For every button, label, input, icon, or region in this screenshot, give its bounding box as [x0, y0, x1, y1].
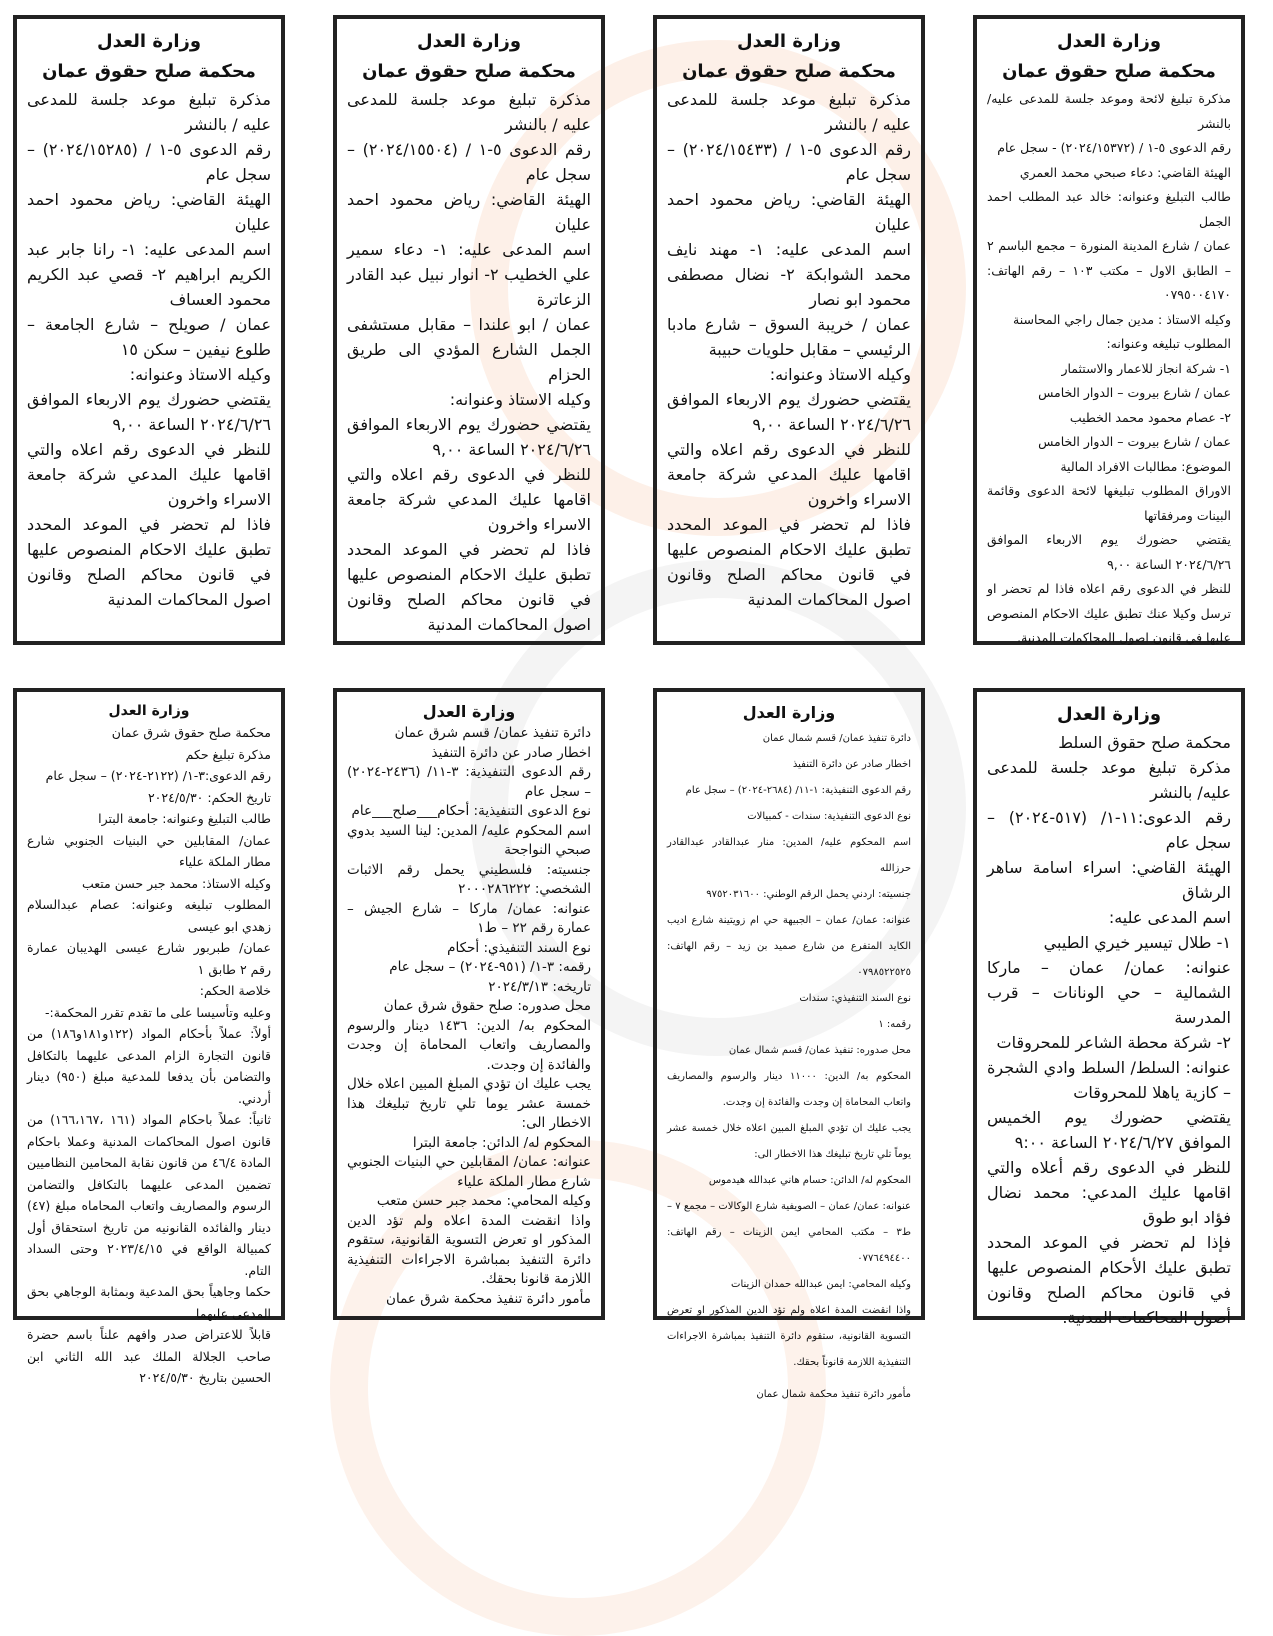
notice-line: يقتضي حضورك يوم الاربعاء الموافق ٢٠٢٤/٦/٢٦ الساعة ٩,٠٠: [27, 390, 271, 434]
notice-line: يقتضي حضورك يوم الاربعاء الموافق ٢٠٢٤/٦/٢٦ الساعة ٩,٠٠: [347, 415, 591, 459]
notice-line: عنوانه: عمان/ المقابلين حي البنيات الجنوبي شارع مطار الملكة علياء: [347, 1154, 591, 1190]
notice-line: مذكرة تبليغ حكم: [185, 746, 271, 762]
legal-notice-box: [973, 15, 1245, 645]
notice-line: محل صدوره: تنفيذ عمان/ قسم شمال عمان: [728, 1045, 911, 1056]
notice-line: طالب التبليغ وعنوانه: جامعة البترا: [98, 811, 271, 826]
notice-line: يقتضي حضورك يوم الاربعاء الموافق ٢٠٢٤/٦/٢٦ الساعة ٩,٠٠: [987, 532, 1231, 572]
legal-notice-box: [13, 15, 285, 645]
notice-line: نوع الدعوى التنفيذية: سندات - كمبيالات: [747, 811, 911, 822]
notice-line: الاوراق المطلوب تبليغها لائحة الدعوى وقائمة البينات ومرفقاتها: [987, 483, 1231, 523]
notice-line: الهيئة القاضي: دعاء صبحي محمد العمري: [1019, 164, 1231, 180]
notice-line: عنوانه: عمان/ عمان – الصويفية شارع الوكالات – مجمع ٧ – ط٣ – مكتب المحامي ايمن الزينات – رقم الهاتف: ٠٧٧٦٤٩٤٤٠٠: [667, 1201, 911, 1264]
notice-line: جنسيته: فلسطيني يحمل رقم الاثبات الشخصي: ٢٠٠٠٢٨٦٢٢٢: [347, 861, 591, 897]
notice-line: ٢- شركة محطة الشاعر للمحروقات: [996, 1033, 1231, 1052]
notice-line: الهيئة القاضي: رياض محمود احمد عليان: [347, 190, 591, 234]
notice-line: عمان / صويلح – شارع الجامعة – طلوع نيفين – سكن ١٥: [27, 315, 271, 359]
notice-line: طالب التبليغ وعنوانه: خالد عبد المطلب احمد الجمل: [987, 189, 1231, 229]
notice-line: دائرة تنفيذ عمان/ قسم شمال عمان: [762, 733, 911, 744]
notice-signature: مأمور دائرة تنفيذ محكمة شمال عمان: [756, 1389, 911, 1400]
notice-line: للنظر في الدعوى رقم أعلاه والتي اقامها عليك المدعي: محمد نضال فؤاد ابو طوق: [987, 1158, 1231, 1227]
court-name: محكمة صلح حقوق عمان: [682, 61, 896, 82]
notice-title: وزارة العدل: [422, 702, 516, 721]
notice-line: رقم الدعوى التنفيذية: ١-١١/ (٢٦٨٤-٢٠٢٤) – سجل عام: [685, 785, 911, 796]
notice-line: المحكوم به/ الدين: ١٤٣٦ دينار والرسوم والمصاريف واتعاب المحاماة إن وجدت والفائدة إن وجدت.: [347, 1017, 591, 1073]
notice-line: فاذا لم تحضر في الموعد المحدد تطبق عليك الاحكام المنصوص عليها في قانون محاكم الصلح وقانون اصول المحاكمات المدنية: [667, 515, 911, 609]
notice-line: رقم الدعوى التنفيذية: ٣-١١/ (٢٤٣٦-٢٠٢٤) – سجل عام: [347, 764, 591, 800]
notice-line: عنوانه: السلط/ السلط وادي الشجرة – كازية ياهلا للمحروقات: [987, 1058, 1231, 1102]
notice-line: للنظر في الدعوى رقم اعلاه والتي اقامها عليك المدعي شركة جامعة الاسراء واخرون: [27, 440, 271, 509]
notice-line: رقم الدعوى ٥-١ / (٢٠٢٤/١٥٥٠٤) – سجل عام: [347, 140, 592, 184]
legal-notice-box: [653, 688, 925, 1400]
notice-line: يقتضي حضورك يوم الاربعاء الموافق ٢٠٢٤/٦/٢٦ الساعة ٩,٠٠: [667, 390, 911, 434]
notice-line: المحكوم له/ الدائن: حسام هاني عبدالله هيدموس: [708, 1175, 911, 1186]
notice-line: رقم الدعوى:١١-١/ (٥١٧-٢٠٢٤) – سجل عام: [987, 808, 1232, 852]
notice-line: أولاً: عملاً بأحكام المواد (١٢٢و١٨١و١٨٦) من قانون التجارة الزام المدعى عليهما بالتكافل والتضامن بأن يدفعا للمدعية مبلغ (٩٥٠) دينار أردني.: [27, 1026, 271, 1106]
notice-line: نوع السند التنفيذي: سندات: [799, 993, 911, 1004]
notice-line: محكمة صلح حقوق السلط: [1058, 733, 1231, 752]
notice-line: ٢- عصام محمود محمد الخطيب: [1069, 409, 1231, 425]
notice-line: الهيئة القاضي: اسراء اسامة ساهر الرشاق: [987, 858, 1231, 902]
notice-line: ثانياً: عملاً باحكام المواد (١٦١ ،١٦٦،١٦٧) من قانون اصول المحاكمات المدنية وعملا باحكام المادة ٤٦/٤ من قانون نقابة المحامين النظاميين تضمين المدعى عليهما بالتكافل والتضامن الرسوم والمصاريف واتعاب المحاماه مبلغ (٤٧) دينار والفائده القانونيه من تاريخ استحقاق أول كمبيالة الواقع في ٢٠٢٣/٤/١٥ وحتى السداد التام.: [27, 1112, 271, 1278]
notice-line: المحكوم به/ الدين: ١١٠٠٠ دينار والرسوم والمصاريف واتعاب المحاماة إن وجدت والفائدة إن وجدت.: [667, 1071, 911, 1108]
notice-line: اسم المدعى عليه: ١- دعاء سمير علي الخطيب ٢- انوار نبيل عبد القادر الزعاترة: [347, 240, 592, 309]
notice-line: مذكرة تبليغ موعد جلسة للمدعى عليه / بالنشر: [27, 90, 271, 134]
notice-line: اسم المدعى عليه: ١- مهند نايف محمد الشوابكة ٢- نضال مصطفى محمود ابو نصار: [667, 240, 912, 309]
notice-line: رقم الدعوى ٥-١ / (٢٠٢٤/١٥٣٧٢) - سجل عام: [997, 140, 1231, 155]
notice-line: عمان / شارع بيروت – الدوار الخامس: [1038, 434, 1231, 449]
notice-line: عنوانه: عمان/ عمان – الجبيهة حي ام زويتينة شارع اديب الكايد المتفرع من شارع صميد بن زيد – رقم الهاتف: ٠٧٩٨٥٢٢٥٢٥: [667, 915, 911, 978]
notice-line: وكيله الاستاذ : مدين جمال راجي المحاسنة: [1013, 311, 1231, 327]
notice-line: عمان / خريبة السوق – شارع مادبا الرئيسي – مقابل حلويات حبيبة: [667, 315, 911, 359]
notice-line: اسم المدعى عليه:: [1108, 908, 1231, 927]
notice-line: فاذا لم تحضر في الموعد المحدد تطبق عليك الاحكام المنصوص عليها في قانون محاكم الصلح وقانون اصول المحاكمات المدنية: [347, 540, 591, 634]
notice-line: وكيله المحامي: ايمن عبدالله حمدان الزينات: [731, 1279, 911, 1290]
notice-line: مذكرة تبليغ موعد جلسة للمدعى عليه / بالنشر: [667, 90, 911, 134]
court-name: محكمة صلح حقوق عمان: [1002, 61, 1216, 82]
notice-line: المحكوم له/ الدائن: جامعة البترا: [412, 1134, 591, 1151]
notice-line: مذكرة تبليغ لائحة وموعد جلسة للمدعى عليه/ بالنشر: [987, 91, 1231, 131]
notice-line: واذا انقضت المدة اعلاه ولم تؤد الدين المذكور او تعرض التسوية القانونية، ستقوم دائرة التنفيذ بمباشرة الاجراءات التنفيذية اللازمة قانوناً بحقك.: [667, 1305, 911, 1368]
notice-line: حكما وجاهياً بحق المدعية وبمثابة الوجاهي بحق المدعى عليهما: [27, 1284, 271, 1321]
notice-line: فاذا لم تحضر في الموعد المحدد تطبق عليك الاحكام المنصوص عليها في قانون محاكم الصلح وقانون اصول المحاكمات المدنية: [27, 515, 271, 609]
notice-line: ١- طلال تيسير خيري الطيبي: [1043, 933, 1231, 952]
notice-line: خلاصة الحكم:: [199, 983, 271, 998]
notice-line: يجب عليك ان تؤدي المبلغ المبين اعلاه خلال خمسة عشر يوما تلي تاريخ تبليغك هذا الاخطار الى:: [347, 1076, 591, 1131]
notice-line: محل صدوره: صلح حقوق شرق عمان: [383, 998, 591, 1014]
court-name: محكمة صلح حقوق عمان: [42, 61, 256, 82]
notice-signature: مأمور دائرة تنفيذ محكمة شرق عمان: [386, 1290, 591, 1307]
legal-notice-box: [653, 15, 925, 645]
notice-line: تاريخه: ٢٠٢٤/٣/١٣: [488, 978, 591, 995]
notice-line: ١- شركة انجاز للاعمار والاستثمار: [1061, 360, 1231, 376]
notice-line: وكيله الاستاذ: محمد جبر حسن متعب: [81, 875, 271, 891]
notice-line: دائرة تنفيذ عمان/ قسم شرق عمان: [394, 725, 591, 741]
legal-notice-box: [13, 688, 285, 1385]
notice-title: وزارة العدل: [96, 31, 202, 52]
notice-line: للنظر في الدعوى رقم اعلاه فاذا لم تحضر او ترسل وكيلا عنك تطبق عليك الاحكام المنصوص عليها في قانون اصول المحاكمات المدنية.: [987, 581, 1231, 645]
notice-line: عنوانه: عمان/ ماركا – شارع الجيش – عمارة رقم ٢٢ – ط١: [347, 900, 591, 936]
notice-line: الموضوع: مطالبات الافراد المالية: [1060, 458, 1231, 474]
legal-notice-box: [973, 688, 1245, 1327]
notice-line: عنوانه: عمان/ عمان – ماركا الشمالية – حي الونانات – قرب المدرسة: [987, 958, 1231, 1027]
notice-line: رقمه: ٣-١/ (٩٥١-٢٠٢٤) – سجل عام: [389, 959, 591, 975]
notice-title: وزارة العدل: [742, 703, 836, 722]
notice-line: المطلوب تبليغه وعنوانه: عصام عبدالسلام زهدي ابو عيسى: [27, 897, 271, 934]
notice-line: وعليه وتأسيسا على ما تقدم تقرر المحكمة:-: [45, 1004, 271, 1020]
notice-line: اسم المحكوم عليه/ المدين: لينا السيد بدوي صبحي النواجحة: [347, 822, 591, 858]
notice-line: عمان/ المقابلين حي البنيات الجنوبي شارع مطار الملكة علياء: [27, 832, 271, 869]
notice-line: رقم الدعوى:٣-١/ (٢١٢٢-٢٠٢٤) – سجل عام: [45, 768, 271, 783]
notice-line: واذا انقضت المدة اعلاه ولم تؤد الدين المذكور او تعرض التسوية القانونية، ستقوم دائرة التنفيذ بمباشرة الاجراءات التنفيذية اللازمة قانونا بحقك.: [347, 1212, 591, 1287]
notice-line: فإذا لم تحضر في الموعد المحدد تطبق عليك الأحكام المنصوص عليها في قانون محاكم الصلح وقانون أصول المحاكمات المدنية.: [987, 1233, 1231, 1327]
notice-line: مذكرة تبليغ موعد جلسة للمدعى عليه/ بالنشر: [987, 758, 1231, 802]
notice-line: عمان/ طبربور شارع عيسى الهديبان عمارة رقم ٢ طابق ١: [27, 940, 271, 977]
notice-line: رقمه: ١: [878, 1019, 911, 1030]
notice-line: الهيئة القاضي: رياض محمود احمد عليان: [27, 190, 271, 234]
notice-line: تاريخ الحكم: ٢٠٢٤/٥/٣٠: [147, 789, 271, 805]
notice-line: عمان / ابو علندا – مقابل مستشفى الجمل الشارع المؤدي الى طريق الحزام: [347, 315, 591, 384]
notice-line: اخطار صادر عن دائرة التنفيذ: [431, 744, 591, 761]
notice-line: اخطار صادر عن دائرة التنفيذ: [792, 759, 911, 770]
notice-line: وكيله الاستاذ وعنوانه:: [129, 365, 271, 384]
legal-notice-box: [333, 688, 605, 1320]
notice-line: عمان / شارع بيروت – الدوار الخامس: [1038, 385, 1231, 400]
notice-line: اسم المدعى عليه: ١- رانا جابر عبد الكريم ابراهيم ٢- قصي عبد الكريم محمود العساف: [27, 240, 272, 309]
notice-line: يجب عليك ان تؤدي المبلغ المبين اعلاه خلال خمسة عشر يوماً تلي تاريخ تبليغك هذا الاخطار الى:: [667, 1123, 911, 1160]
notice-title: وزارة العدل: [416, 31, 522, 52]
notice-title: وزارة العدل: [108, 703, 190, 719]
notice-line: الهيئة القاضي: رياض محمود احمد عليان: [667, 190, 911, 234]
notice-line: رقم الدعوى ٥-١ / (٢٠٢٤/١٥٢٨٥) – سجل عام: [27, 140, 272, 184]
notice-line: رقم الدعوى ٥-١ / (٢٠٢٤/١٥٤٣٣) – سجل عام: [667, 140, 912, 184]
notice-line: قابلاً للاعتراض صدر وافهم علناً باسم حضرة صاحب الجلالة الملك عبد الله الثاني ابن الحسين بتاريخ ٢٠٢٤/٥/٣٠: [27, 1327, 271, 1385]
notice-line: يقتضي حضورك يوم الخميس الموافق ٢٠٢٤/٦/٢٧ الساعة ٩:٠٠: [987, 1108, 1231, 1152]
notice-line: اسم المحكوم عليه/ المدين: منار عبدالقادر عبدالقادر حرزالله: [667, 837, 911, 874]
notice-line: للنظر في الدعوى رقم اعلاه والتي اقامها عليك المدعي شركة جامعة الاسراء واخرون: [667, 440, 911, 509]
notice-title: وزارة العدل: [736, 31, 842, 52]
notice-line: جنسيته: اردني يحمل الرقم الوطني: ٩٧٥٢٠٣١٦٠٠: [706, 889, 911, 900]
notice-line: المطلوب تبليغه وعنوانه:: [1106, 336, 1231, 351]
notice-line: محكمة صلح حقوق شرق عمان: [111, 725, 271, 740]
legal-notice-box: [333, 15, 605, 645]
notice-line: وكيله المحامي: محمد جبر حسن متعب: [376, 1193, 591, 1209]
notice-line: مذكرة تبليغ موعد جلسة للمدعى عليه / بالنشر: [347, 90, 591, 134]
court-name: محكمة صلح حقوق عمان: [362, 61, 576, 82]
notice-title: وزارة العدل: [1056, 704, 1162, 725]
notice-line: نوع الدعوى التنفيذية: أحكام___صلح___عام: [351, 803, 591, 819]
notice-line: وكيله الاستاذ وعنوانه:: [769, 365, 911, 384]
notice-line: وكيله الاستاذ وعنوانه:: [449, 390, 591, 409]
notice-line: نوع السند التنفيذي: أحكام: [447, 939, 591, 956]
notice-line: عمان / شارع المدينة المنورة – مجمع الباسم ٢ – الطابق الاول – مكتب ١٠٣ – رقم الهاتف: ٠٧٩٥٠٠٤١٧٠: [987, 238, 1231, 302]
notice-title: وزارة العدل: [1056, 31, 1162, 52]
notice-line: للنظر في الدعوى رقم اعلاه والتي اقامها عليك المدعي شركة جامعة الاسراء واخرون: [347, 465, 591, 534]
